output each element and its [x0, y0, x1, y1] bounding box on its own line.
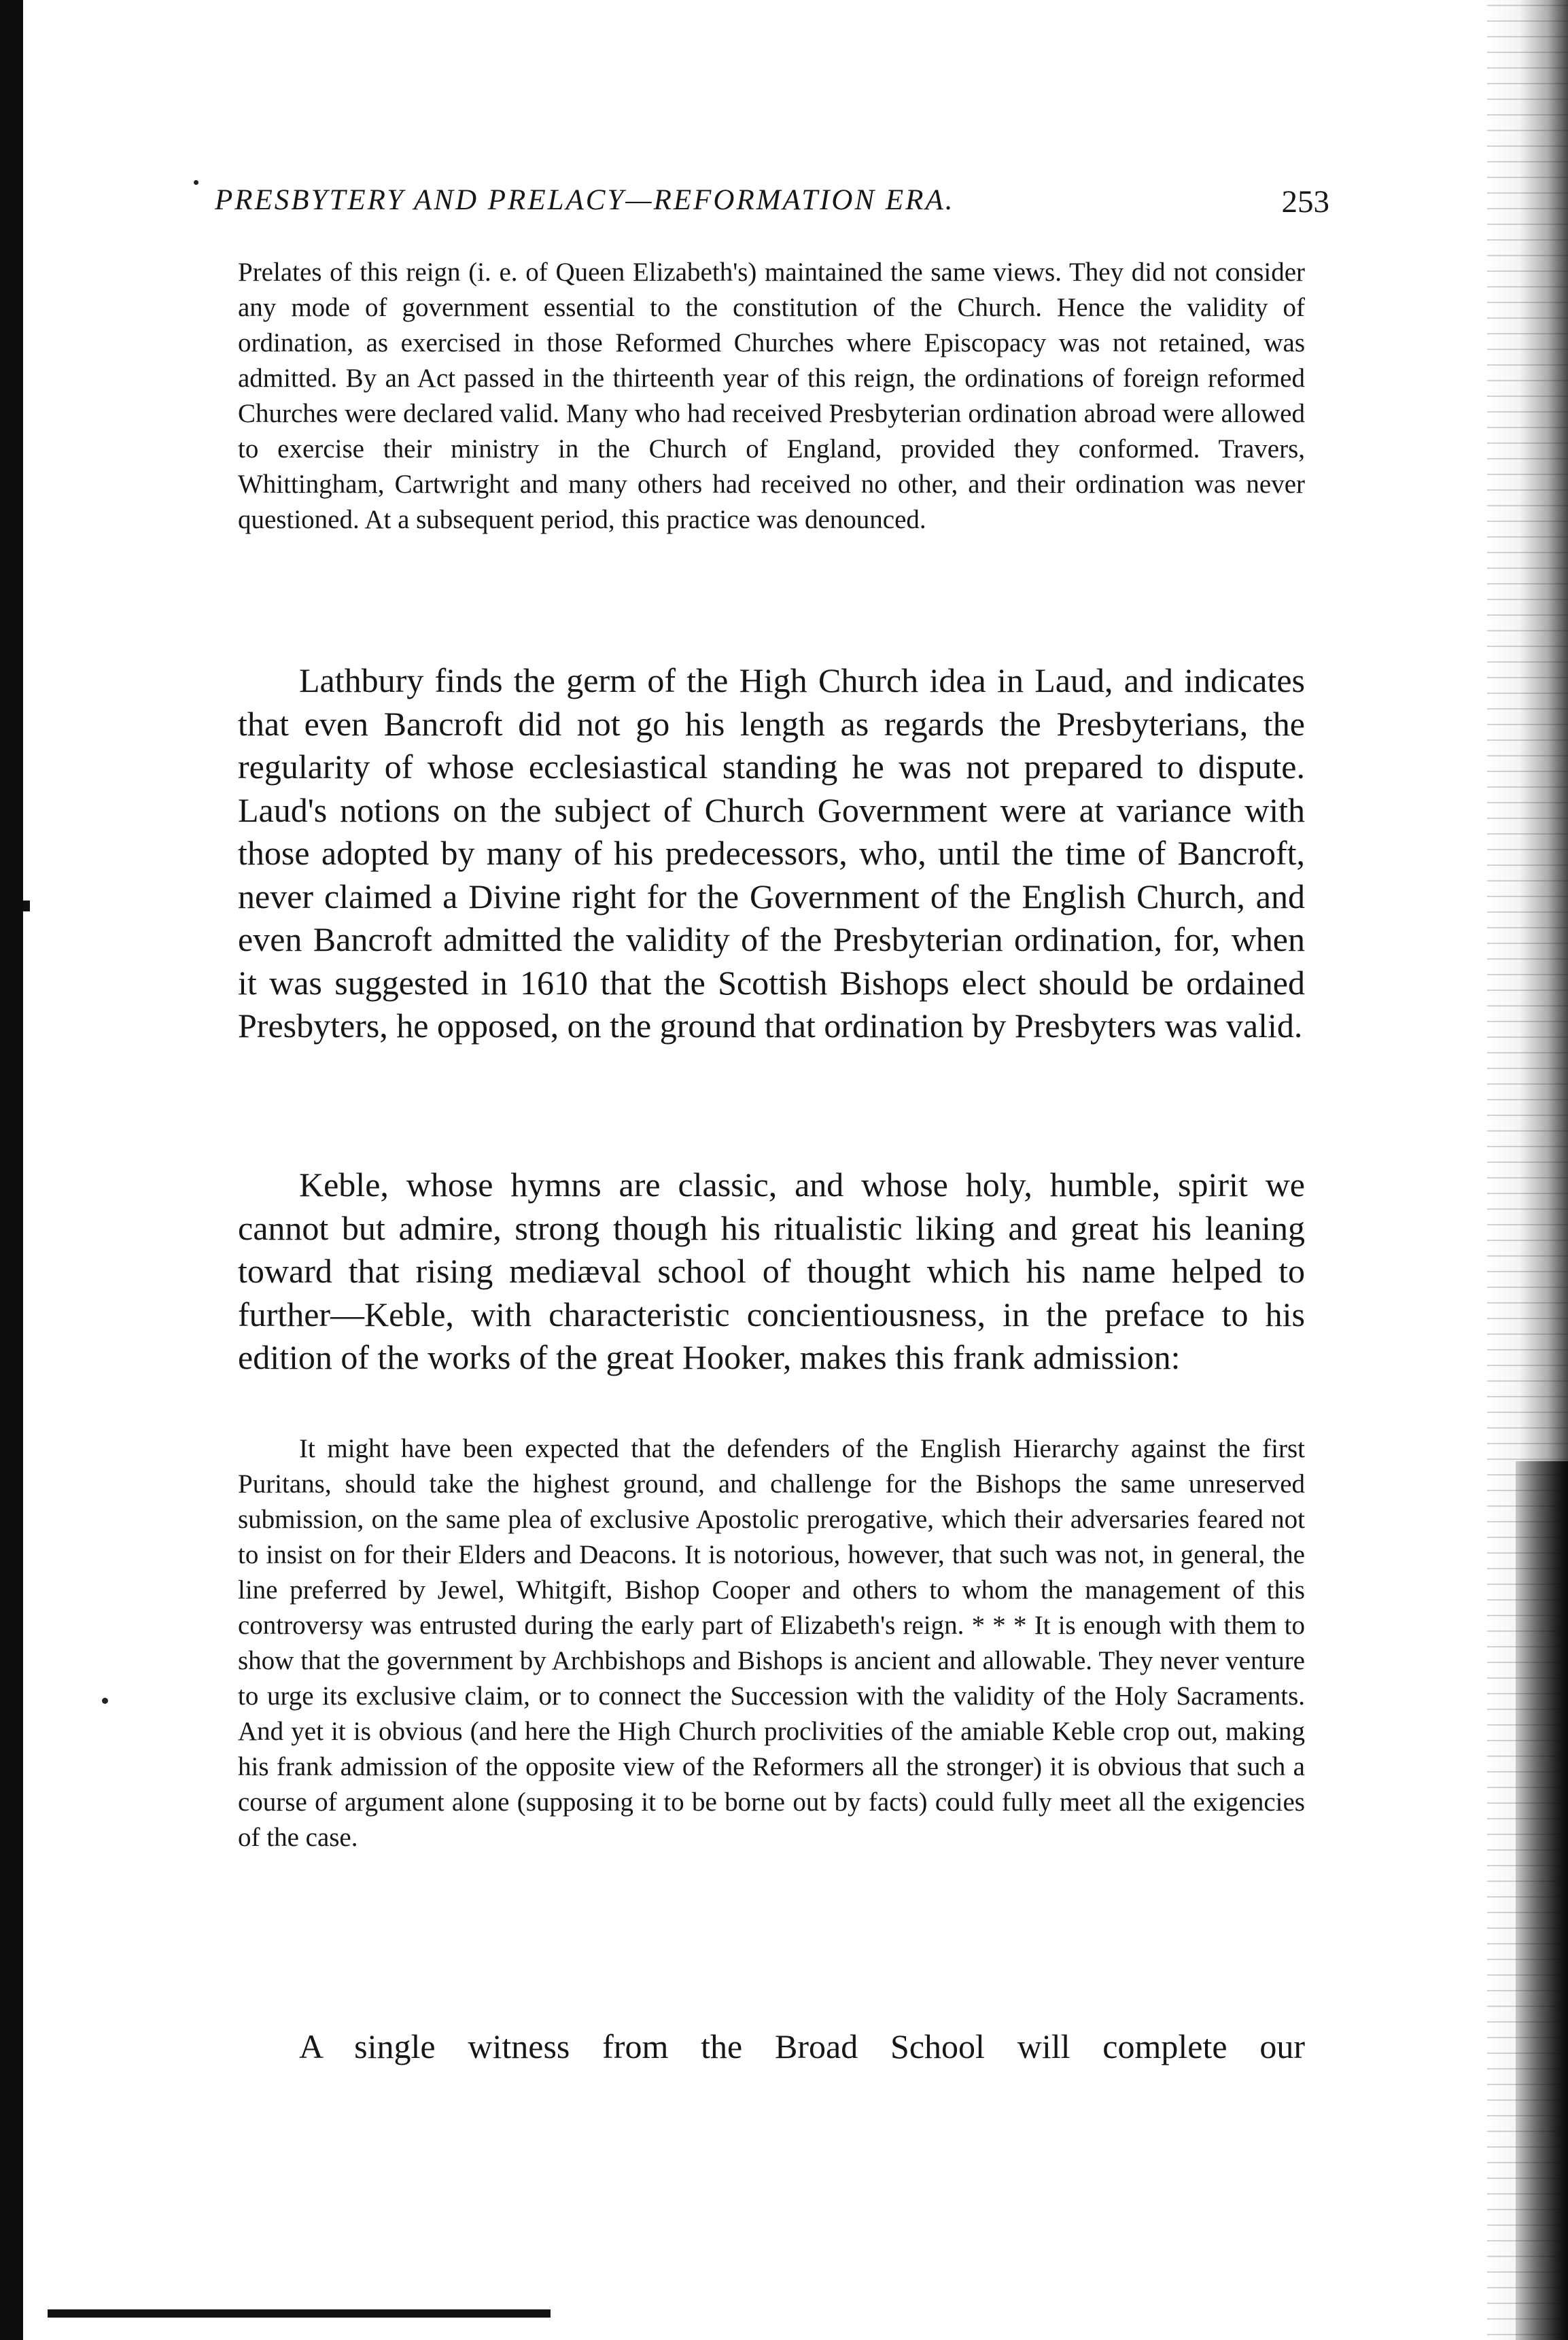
scan-binding-shadow — [0, 0, 23, 2340]
scan-artifact-dot — [102, 1698, 108, 1704]
block-quotation: It might have been expected that the defenders of the English Hierarchy against the first Puritans, should take the highest ground, and challenge for the Bishops the same unreserved submission, on the same plea of exclusive Apostolic prerogative, which their adversaries feared not to insist on for their Elders and Deacons. It is notorious, however, that such was not, in general, the line preferred by Jewel, Whitgift, Bishop Cooper and others to whom the management of this controversy was entrusted during the early part of Elizabeth's reign. * * * It is enough with them to show that the government by Archbishops and Bishops is ancient and allowable. They never venture to urge its exclusive claim, or to connect the Succession with the validity of the Holy Sacraments. And yet it is obvious (and here the High Church proclivities of the amiable Keble crop out, making his frank admission of the opposite view of the Reformers all the stronger) it is obvious that such a course of argument alone (supposing it to be borne out by facts) could fully meet all the exigencies of the case. — [238, 1434, 1305, 1852]
body-paragraph: Lathbury finds the germ of the High Church idea in Laud, and indicates that even Bancroft did not go his length as regards the Presbyterians, the regularity of whose ecclesiastical standing he was not prepared to dispute. Laud's notions on the subject of Church Government were at variance with those adopted by many of his predecessors, who, until the time of Bancroft, never claimed a Divine right for the Government of the English Church, and even Bancroft admitted the validity of the Presbyterian ordination, for, when it was suggested in 1610 that the Scottish Bishops elect should be ordained Presbyters, he opposed, on the ground that ordination by Presbyters was valid. — [238, 661, 1305, 1045]
scan-artifact-mark — [23, 901, 30, 911]
body-paragraph: Prelates of this reign (i. e. of Queen Elizabeth's) maintained the same views. They did not consider any mode of government essential to the constitution of the Church. Hence the validity of ordination, as exercised in those Reformed Churches where Episcopacy was not retained, was admitted. By an Act passed in the thirteenth year of this reign, the ordinations of foreign reformed Churches were declared valid. Many who had received Presbyterian ordination abroad were allowed to exercise their ministry in the Church of England, provided they conformed. Travers, Whittingham, Cartwright and many others had received no other, and their ordination was never questioned. At a subsequent period, this practice was denounced. — [238, 258, 1305, 534]
scan-page-edge-shadow — [1516, 1461, 1568, 2340]
scan-bottom-rule — [48, 2309, 551, 2318]
running-title: PRESBYTERY AND PRELACY—REFORMATION ERA. — [215, 184, 955, 216]
page-number: 253 — [1281, 184, 1329, 220]
body-paragraph: Keble, whose hymns are classic, and whose holy, humble, spirit we cannot but admire, strong though his ritualistic liking and great his leaning toward that rising mediæval school of thought which his name helped to further—Keble, with characteristic concientiousness, in the preface to his edition of the works of the great Hooker, makes this frank admission: — [238, 1166, 1305, 1376]
scan-artifact-dot — [194, 180, 198, 185]
running-head — [215, 184, 1329, 231]
body-paragraph: A single witness from the Broad School will complete our — [299, 2027, 1305, 2065]
